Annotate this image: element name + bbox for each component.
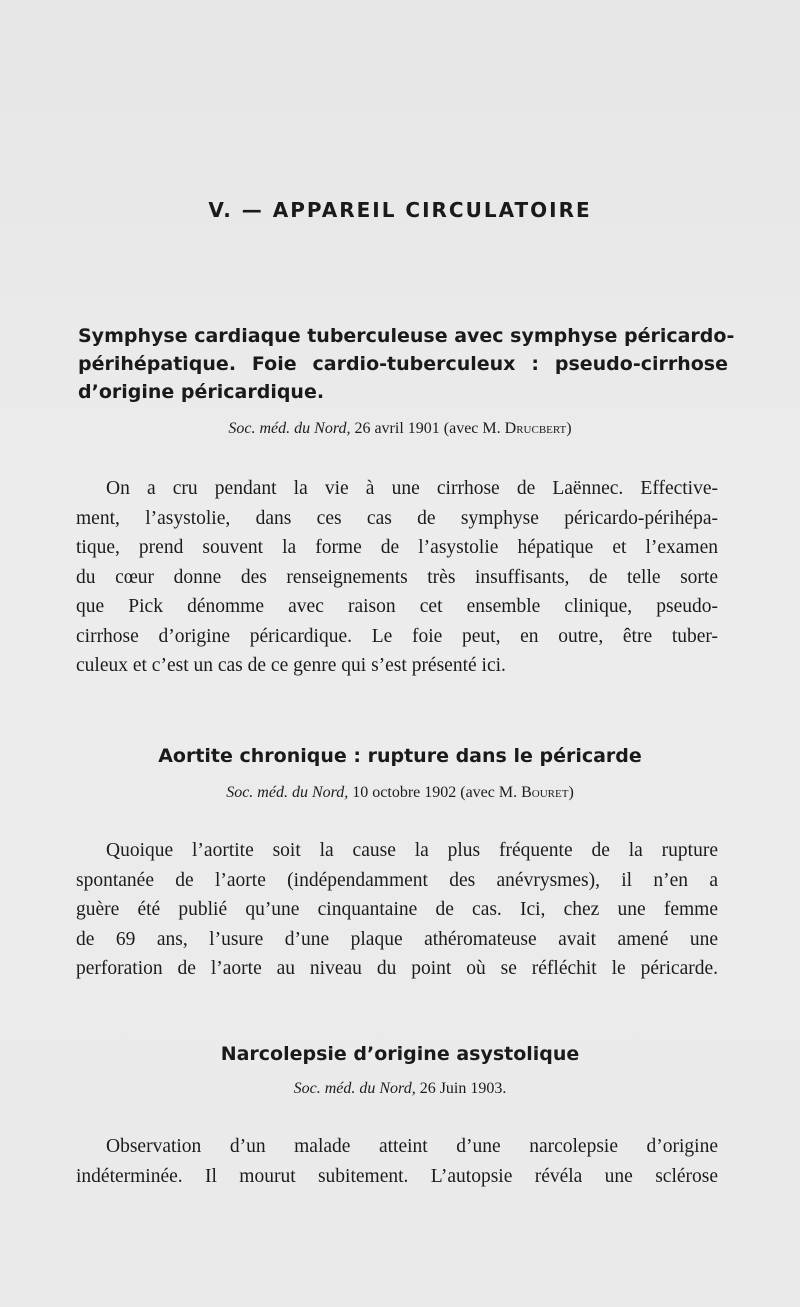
title-line: périhépatique. Foie cardio-tuberculeux : pseudo-cirrhose bbox=[78, 353, 728, 375]
paragraph-line: que Pick dénomme avec raison cet ensemble clinique, pseudo- bbox=[76, 596, 718, 617]
paragraph-symphyse bbox=[76, 474, 718, 681]
entry-title-narcolepsie: Narcolepsie d’origine asystolique bbox=[220, 1043, 580, 1065]
paragraph-line: du cœur donne des renseignements très insuffisants, de telle sorte bbox=[76, 566, 718, 588]
citation-journal: Soc. méd. du Nord, bbox=[226, 784, 349, 801]
paragraph-line: indéterminée. Il mourut subitement. L’autopsie révéla une sclérose bbox=[76, 1165, 718, 1187]
citation-close: ) bbox=[566, 420, 572, 437]
paragraph-line: guère été publié qu’une cinquantaine de cas. Ici, chez une femme bbox=[76, 899, 718, 920]
citation-date: 10 octobre 1902 (avec M. bbox=[352, 784, 522, 801]
paragraph-line: Quoique l’aortite soit la cause la plus fréquente de la rupture bbox=[106, 840, 718, 861]
paragraph-line: tique, prend souvent la forme de l’asystolie hépatique et l’examen bbox=[76, 537, 718, 558]
paragraph-line: de 69 ans, l’usure d’une plaque athéromateuse avait amené une bbox=[76, 928, 718, 950]
citation-narcolepsie bbox=[0, 1080, 800, 1098]
paragraph-aortite bbox=[76, 836, 718, 984]
paragraph-line: Observation d’un malade atteint d’une narcolepsie d’origine bbox=[106, 1136, 718, 1157]
paragraph-line: ment, l’asystolie, dans ces cas de symphyse péricardo-périhépa- bbox=[76, 507, 718, 529]
entry-title-symphyse bbox=[78, 322, 735, 406]
citation-date: 26 Juin 1903. bbox=[419, 1080, 507, 1097]
citation-coauthor: Drucbert bbox=[504, 420, 567, 437]
section-title: V. — APPAREIL CIRCULATOIRE bbox=[208, 198, 592, 222]
paragraph-line: On a cru pendant la vie à une cirrhose de Laënnec. Effective- bbox=[106, 478, 718, 499]
paragraph-line: cirrhose d’origine péricardique. Le foie peut, en outre, être tuber- bbox=[76, 625, 718, 647]
paragraph-narcolepsie bbox=[76, 1132, 718, 1191]
citation-journal: Soc. méd. du Nord, bbox=[228, 420, 351, 437]
paragraph-line: perforation de l’aorte au niveau du point où se réfléchit le péricarde. bbox=[76, 958, 718, 979]
citation-coauthor: Bouret bbox=[521, 784, 569, 801]
title-line: Symphyse cardiaque tuberculeuse avec symphyse péricardo- bbox=[78, 325, 735, 347]
title-line: d’origine péricardique. bbox=[78, 381, 325, 403]
citation-aortite bbox=[0, 784, 800, 802]
citation-close: ) bbox=[568, 784, 574, 801]
paragraph-line: culeux et c’est un cas de ce genre qui s’est présenté ici. bbox=[76, 655, 506, 676]
entry-title-aortite: Aortite chronique : rupture dans le péricarde bbox=[158, 745, 642, 767]
citation-journal: Soc. méd. du Nord, bbox=[293, 1080, 416, 1097]
citation-date: 26 avril 1901 (avec M. bbox=[354, 420, 505, 437]
citation-symphyse bbox=[0, 420, 800, 438]
paragraph-line: spontanée de l’aorte (indépendamment des anévrysmes), il n’en a bbox=[76, 869, 718, 891]
